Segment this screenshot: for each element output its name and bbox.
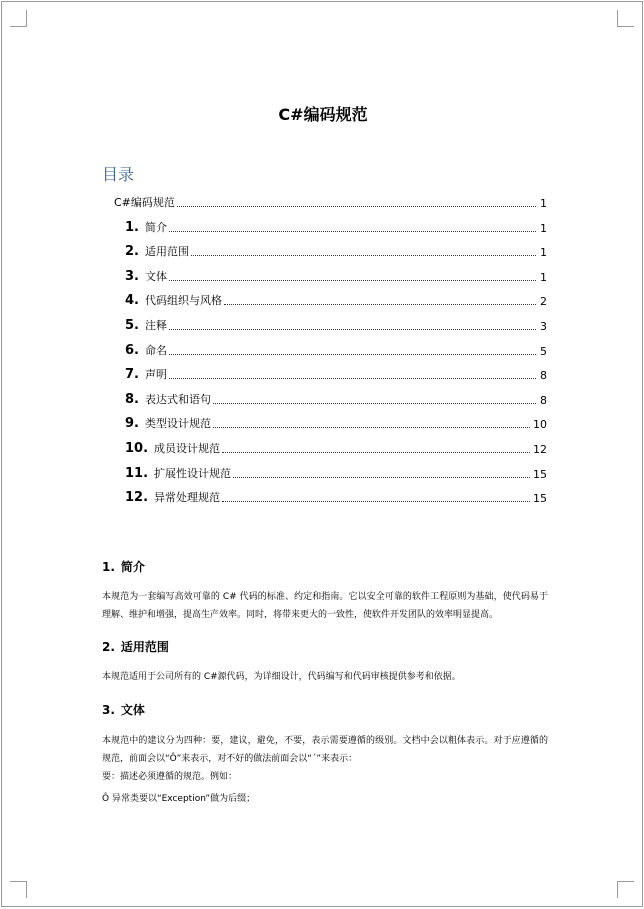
toc-entry-number: 3. (125, 268, 139, 284)
toc-entry-number: 4. (125, 293, 139, 309)
toc-leader-dots (169, 353, 536, 355)
section-heading-intro (102, 558, 145, 575)
toc-entry-number: 10. (125, 440, 149, 456)
toc-entry-number: 5. (125, 317, 139, 333)
section-body-style-line: 要：描述必须遵循的规范。例如： (102, 772, 238, 782)
toc-leader-dots (224, 303, 536, 305)
toc-entry-number: 12. (125, 490, 149, 506)
toc-entry[interactable] (102, 431, 547, 456)
toc-entry[interactable] (102, 333, 547, 358)
page-corner-mark (10, 10, 27, 27)
toc-leader-dots (222, 451, 530, 453)
toc-entry[interactable] (102, 407, 547, 432)
document-title: C#编码规范 (278, 105, 368, 124)
page-corner-mark (10, 881, 27, 898)
toc-entry-page: 1 (540, 197, 547, 210)
toc-entry-text: 扩展性设计规范 (154, 466, 232, 480)
toc-entry-page: 8 (540, 369, 547, 383)
toc-entry-page: 3 (540, 319, 547, 333)
toc-entry-text: 命名 (144, 343, 167, 357)
toc-entry-page: 2 (540, 295, 547, 309)
toc-entry-number: 8. (125, 391, 139, 407)
section-heading-scope (102, 638, 169, 655)
toc-entry-title[interactable] (102, 190, 547, 210)
toc-leader-dots (213, 402, 536, 404)
section-title: 适用范围 (120, 640, 169, 654)
toc-entry-number: 9. (125, 416, 139, 432)
toc-entry-text: 文体 (144, 269, 167, 283)
toc-entry-text: 声明 (144, 368, 167, 382)
toc-entry[interactable] (102, 382, 547, 407)
toc-leader-dots (169, 230, 536, 232)
toc-entry-number: 2. (125, 244, 139, 260)
toc-entry-number: 1. (125, 219, 139, 235)
table-of-contents (102, 190, 547, 505)
toc-entry-page: 15 (533, 467, 547, 481)
toc-leader-dots (191, 254, 536, 256)
document-page (1, 1, 643, 907)
toc-leader-dots (213, 426, 530, 428)
section-title: 简介 (120, 560, 145, 574)
section-title: 文体 (120, 703, 145, 717)
toc-entry-page: 8 (540, 393, 547, 407)
toc-leader-dots (169, 279, 536, 281)
section-heading-style (102, 701, 145, 718)
toc-entry-number: 7. (125, 367, 139, 383)
toc-entry[interactable] (102, 481, 547, 506)
section-number: 2. (102, 640, 115, 654)
toc-entry-page: 15 (533, 492, 547, 506)
page-corner-mark (617, 10, 634, 27)
section-body-style: 本规范中的建议分为四种：要，建议，避免，不要，表示需要遵循的级别。文档中会以粗体表示。对于应遵循的规范，前面会以“Ô”来表示，对不好的做法前面会以“ˊ”来表示： (102, 736, 548, 764)
toc-leader-dots (169, 328, 536, 330)
toc-entry-text: 适用范围 (144, 245, 189, 259)
toc-entry-page: 5 (540, 344, 547, 358)
toc-entry-page: 1 (540, 221, 547, 235)
toc-entry[interactable] (102, 210, 547, 235)
toc-entry-number: 6. (125, 342, 139, 358)
toc-leader-dots (177, 205, 536, 207)
toc-entry-text: 成员设计规范 (154, 441, 221, 455)
section-number: 3. (102, 703, 115, 717)
section-body-style-example: Ô 异常类要以“Exception”做为后缀； (102, 794, 256, 804)
toc-leader-dots (169, 377, 536, 379)
toc-entry[interactable] (102, 358, 547, 383)
toc-entry-text: 代码组织与风格 (144, 294, 222, 308)
toc-entry-page: 1 (540, 270, 547, 284)
toc-entry[interactable] (102, 456, 547, 481)
toc-entry-text: 注释 (144, 318, 167, 332)
toc-leader-dots (222, 500, 530, 502)
toc-entry-text: C#编码规范 (114, 196, 175, 209)
toc-entry-page: 10 (533, 418, 547, 432)
toc-entry-text: 简介 (144, 220, 167, 234)
toc-entry-page: 1 (540, 246, 547, 260)
toc-entry-number: 11. (125, 465, 149, 481)
section-body-scope: 本规范适用于公司所有的 C#源代码，为详细设计，代码编写和代码审核提供参考和依据。 (102, 672, 461, 682)
toc-entry-text: 表达式和语句 (144, 392, 211, 406)
toc-leader-dots (233, 476, 530, 478)
toc-entry[interactable] (102, 235, 547, 260)
page-corner-mark (617, 881, 634, 898)
section-number: 1. (102, 560, 115, 574)
section-body-intro: 本规范为一套编写高效可靠的 C# 代码的标准、约定和指南。它以安全可靠的软件工程原则为基础，使代码易于理解、维护和增强，提高生产效率。同时，将带来更大的一致性，使软件开发团队的效率明显提高。 (102, 592, 548, 620)
toc-entry-page: 12 (533, 442, 547, 456)
toc-entry-text: 类型设计规范 (144, 417, 211, 431)
toc-heading: 目录 (102, 165, 135, 184)
toc-entry-text: 异常处理规范 (154, 491, 221, 505)
toc-entry[interactable] (102, 308, 547, 333)
toc-entry[interactable] (102, 284, 547, 309)
toc-entry[interactable] (102, 259, 547, 284)
